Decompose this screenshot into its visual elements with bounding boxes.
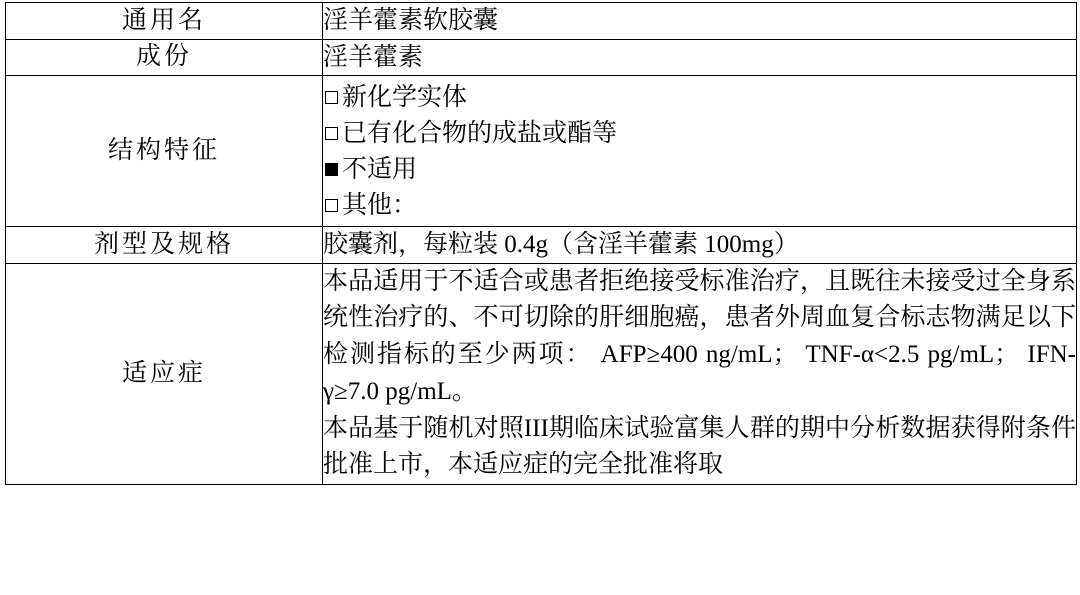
checklist-item-label: 已有化合物的成盐或酯等	[342, 120, 618, 147]
checklist-item	[325, 80, 1076, 116]
indication-paragraph-2: 本品基于随机对照III期临床试验富集人群的期中分析数据获得附条件批准上市，本适应症的完全批准将取	[323, 414, 1076, 479]
table-row	[6, 3, 1077, 40]
row-value-dosage-form-spec: 胶囊剂，每粒装 0.4g（含淫羊藿素 100mg）	[323, 227, 1077, 264]
document-page	[0, 2, 1080, 595]
row-value-indication	[323, 263, 1077, 485]
row-label-ingredient: 成份	[6, 39, 323, 76]
checklist-item-label: 其他：	[342, 192, 418, 219]
checklist-item	[325, 152, 1076, 188]
row-label-structure-feature: 结构特征	[6, 76, 323, 227]
checklist-item-label: 新化学实体	[342, 84, 468, 111]
checkbox-checked-icon[interactable]	[325, 163, 338, 176]
table-row	[6, 227, 1077, 264]
structure-feature-checklist	[323, 76, 1076, 226]
row-label-generic-name: 通用名	[6, 3, 323, 40]
checklist-item	[325, 116, 1076, 152]
checkbox-unchecked-icon[interactable]	[325, 91, 338, 104]
checkbox-unchecked-icon[interactable]	[325, 199, 338, 212]
row-value-ingredient: 淫羊藿素	[323, 39, 1077, 76]
checkbox-unchecked-icon[interactable]	[325, 127, 338, 140]
table-row	[6, 76, 1077, 227]
indication-paragraph-1: 本品适用于不适合或患者拒绝接受标准治疗，且既往未接受过全身系统性治疗的、不可切除的肝细胞癌，患者外周血复合标志物满足以下检测指标的至少两项： AFP≥400 ng/mL； TNF-α<2.5 pg/mL； IFN-γ≥7.0 pg/mL。	[323, 267, 1076, 405]
row-value-generic-name: 淫羊藿素软胶囊	[323, 3, 1077, 40]
row-value-structure-feature	[323, 76, 1077, 227]
table-row	[6, 263, 1077, 485]
drug-spec-table	[5, 2, 1077, 485]
row-label-indication: 适应症	[6, 263, 323, 485]
table-row	[6, 39, 1077, 76]
checklist-item	[325, 188, 1076, 224]
checklist-item-label: 不适用	[342, 156, 418, 183]
row-label-dosage-form-spec: 剂型及规格	[6, 227, 323, 264]
